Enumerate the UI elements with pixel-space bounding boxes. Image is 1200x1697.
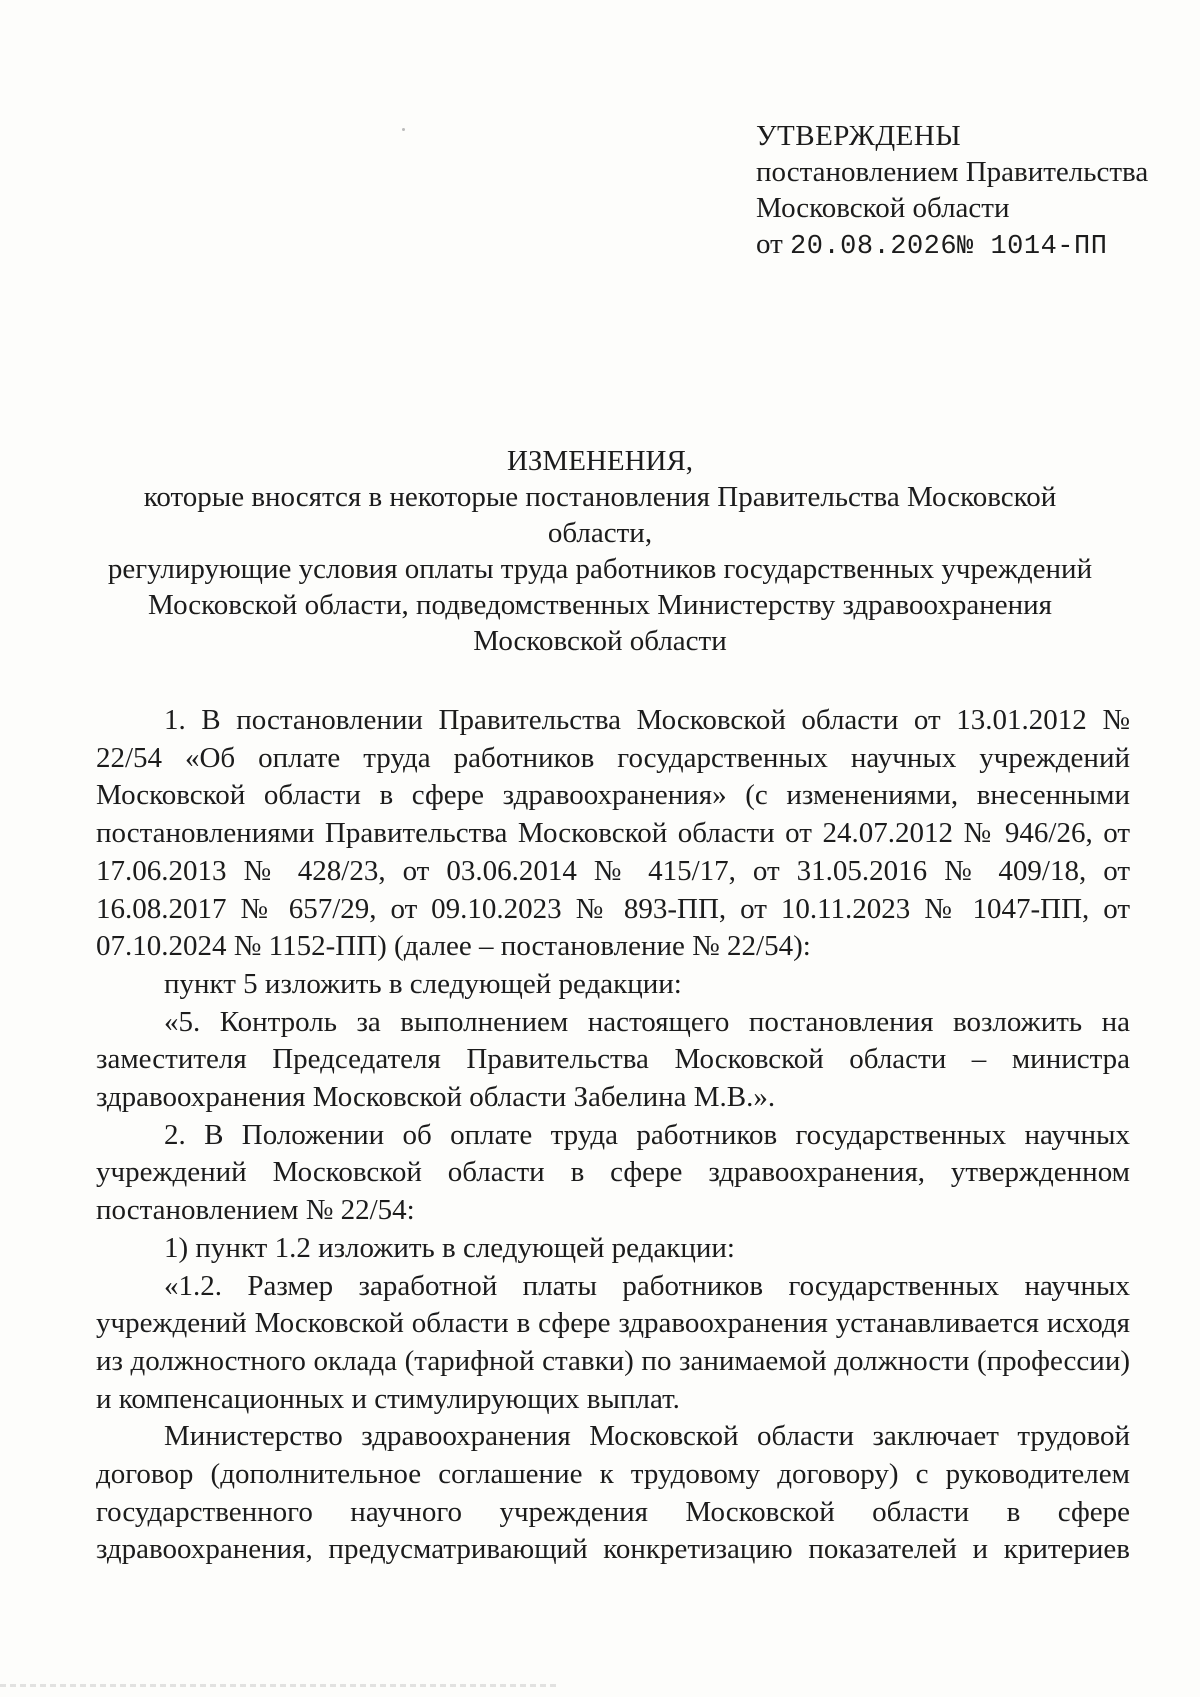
scan-artifact-dot	[402, 128, 405, 131]
scan-artifact-line	[0, 1684, 560, 1687]
approval-title: УТВЕРЖДЕНЫ	[756, 120, 962, 152]
approval-date-prefix: от	[756, 228, 783, 260]
paragraph-3: «5. Контроль за выполнением настоящего постановления возложить на заместителя Председателя Правительства Московской области – министра здравоохранения Московской области Забелина М.В.».	[96, 1005, 1130, 1114]
heading-line-2: регулирующие условия оплаты труда работников государственных учреждений	[107, 553, 1093, 585]
paragraph-6: «1.2. Размер заработной платы работников государственных научных учреждений Московской области в сфере здравоохранения устанавливается исходя из должностного оклада (тарифной ставки) по занимаемой должности (профессии) и компенсационных и стимулирующих выплат.	[96, 1269, 1130, 1415]
heading-line-1: которые вносятся в некоторые постановления Правительства Московской области,	[143, 481, 1057, 549]
paragraph-2: пункт 5 изложить в следующей редакции:	[164, 967, 682, 1000]
approval-date-line	[756, 226, 1176, 265]
paragraph-4: 2. В Положении об оплате труда работников государственных научных учреждений Московской области в сфере здравоохранения, утвержденном постановлением № 22/54:	[96, 1118, 1130, 1227]
paragraph-7: Министерство здравоохранения Московской области заключает трудовой договор (дополнительное соглашение к трудовому договору) с руководителем государственного научного учреждения Московской области в сфере здравоохранения, предусматривающий конкретизацию показателей и критериев	[96, 1420, 1130, 1566]
approval-line-1: постановлением Правительства	[756, 156, 1149, 188]
document-body	[96, 702, 1130, 1569]
approval-date-number: 20.08.2026№ 1014-ПП	[790, 232, 1108, 262]
paragraph-5: 1) пункт 1.2 изложить в следующей редакции:	[164, 1231, 735, 1264]
heading-line-3: Московской области, подведомственных Министерству здравоохранения	[148, 589, 1052, 621]
paragraph-1: 1. В постановлении Правительства Московской области от 13.01.2012 № 22/54 «Об оплате труда работников государственных научных учреждений Московской области в сфере здравоохранения» (с изменениями, внесенными постановлениями Правительства Московской области от 24.07.2012 № 946/26, от 17.06.2013 № 428/23, от 03.06.2014 № 415/17, от 31.05.2016 № 409/18, от 16.08.2017 № 657/29, от 09.10.2023 № 893-ПП, от 10.11.2023 № 1047-ПП, от 07.10.2024 № 1152-ПП) (далее – постановление № 22/54):	[96, 704, 1130, 963]
approval-line-2: Московской области	[756, 192, 1010, 224]
heading-line-4: Московской области	[473, 625, 727, 657]
document-heading	[100, 443, 1100, 659]
heading-title: ИЗМЕНЕНИЯ,	[506, 445, 694, 477]
approval-block	[756, 118, 1176, 265]
